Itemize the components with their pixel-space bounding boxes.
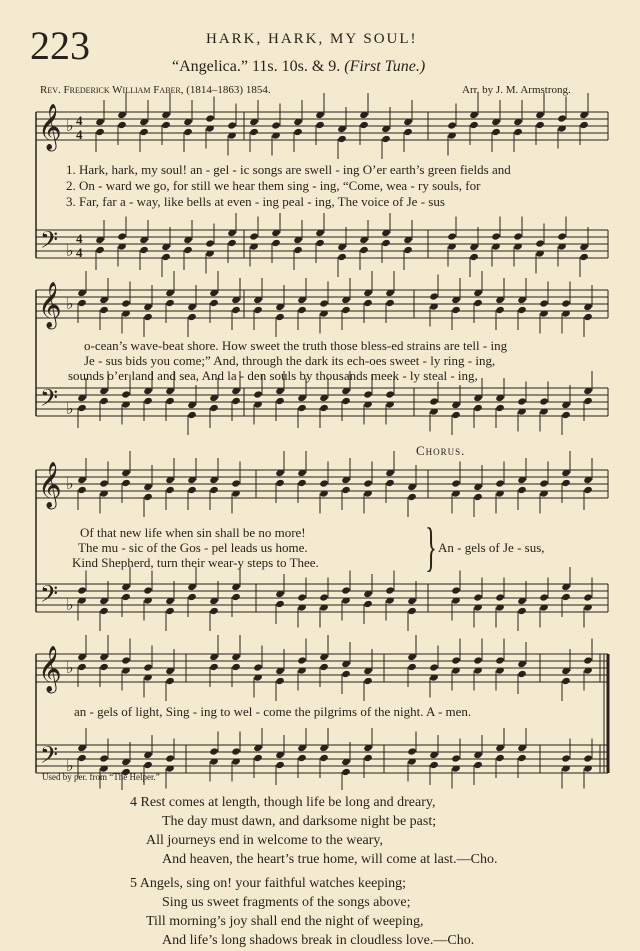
note-head xyxy=(363,600,373,608)
note-head xyxy=(95,246,105,254)
note-head xyxy=(271,239,281,247)
note-head xyxy=(165,397,175,405)
hymn-title: HARK, HARK, MY SOUL! xyxy=(206,31,418,47)
note-head xyxy=(447,232,457,240)
note-head xyxy=(253,754,263,762)
note-head xyxy=(535,239,545,247)
verse-line-3: sounds o’er land and sea, And la - den souls by thousands meek - ly steal - ing, xyxy=(68,368,478,383)
permission-note: Used by per. from “The Helper.” xyxy=(42,772,160,782)
note-head xyxy=(429,761,439,769)
note-head xyxy=(319,754,329,762)
note-head xyxy=(231,663,241,671)
note-head xyxy=(451,586,461,594)
note-head xyxy=(561,754,571,762)
verse-brace: } xyxy=(425,517,437,577)
note-head xyxy=(143,761,153,769)
note-head xyxy=(275,313,285,321)
note-head xyxy=(231,397,241,405)
note-head xyxy=(99,607,109,615)
note-head xyxy=(161,121,171,129)
note-head xyxy=(473,761,483,769)
note-head xyxy=(319,479,329,487)
note-head xyxy=(319,593,329,601)
note-head xyxy=(495,479,505,487)
note-head xyxy=(473,404,483,412)
hymn-number: 223 xyxy=(30,23,90,68)
note-head xyxy=(579,253,589,261)
note-head xyxy=(517,670,527,678)
note-head xyxy=(293,128,303,136)
note-head xyxy=(561,299,571,307)
note-head xyxy=(249,232,259,240)
note-head xyxy=(407,493,417,501)
note-head xyxy=(231,747,241,755)
note-head xyxy=(315,121,325,129)
flat-sign-icon: ♭ xyxy=(66,116,74,135)
note-head xyxy=(121,593,131,601)
note-head xyxy=(469,253,479,261)
note-head xyxy=(231,479,241,487)
note-head xyxy=(117,232,127,240)
note-head xyxy=(143,397,153,405)
note-head xyxy=(227,121,237,129)
stanza-line: And heaven, the heart’s true home, will come at last.—Cho. xyxy=(162,852,498,867)
note-head xyxy=(469,121,479,129)
note-head xyxy=(297,306,307,314)
note-head xyxy=(95,128,105,136)
note-head xyxy=(429,292,439,300)
note-head xyxy=(495,656,505,664)
note-head xyxy=(359,246,369,254)
stanza-line: Till morning’s joy shall end the night of weeping, xyxy=(146,914,424,929)
note-head xyxy=(583,754,593,762)
verse-line-1: Of that new life when sin shall be no more! xyxy=(80,525,306,540)
note-head xyxy=(139,128,149,136)
note-head xyxy=(451,754,461,762)
bass-clef-icon: 𝄢 xyxy=(40,580,59,613)
note-head xyxy=(491,128,501,136)
note-head xyxy=(583,486,593,494)
note-head xyxy=(381,239,391,247)
note-head xyxy=(209,607,219,615)
note-head xyxy=(143,313,153,321)
note-head xyxy=(209,663,219,671)
note-head xyxy=(451,306,461,314)
note-head xyxy=(451,656,461,664)
verse-line-2: The mu - sic of the Gos - pel leads us home. xyxy=(78,540,308,555)
note-head xyxy=(253,390,263,398)
flat-sign-icon: ♭ xyxy=(66,595,74,614)
flat-sign-icon: ♭ xyxy=(66,658,74,677)
note-head xyxy=(473,493,483,501)
note-head xyxy=(513,232,523,240)
time-signature: 4 xyxy=(76,113,83,128)
note-head xyxy=(209,486,219,494)
note-head xyxy=(473,593,483,601)
note-head xyxy=(165,677,175,685)
note-head xyxy=(557,232,567,240)
treble-clef-icon: 𝄞 xyxy=(38,282,62,328)
note-head xyxy=(341,586,351,594)
note-head xyxy=(385,479,395,487)
note-head xyxy=(517,754,527,762)
note-head xyxy=(517,397,527,405)
note-head xyxy=(341,768,351,776)
note-head xyxy=(583,397,593,405)
bass-clef-icon: 𝄢 xyxy=(40,741,59,774)
note-head xyxy=(495,404,505,412)
note-head xyxy=(579,121,589,129)
note-head xyxy=(77,663,87,671)
note-head xyxy=(209,299,219,307)
note-head xyxy=(165,299,175,307)
note-head xyxy=(359,121,369,129)
verse-line-2: Je - sus bids you come;” And, through the dark its ech-oes sweet - ly ring - ing, xyxy=(84,353,496,368)
note-head xyxy=(403,246,413,254)
arranger-credit: Arr. by J. M. Armstrong. xyxy=(462,84,571,96)
note-head xyxy=(205,114,215,122)
note-head xyxy=(161,253,171,261)
author-name: Rev. Frederick William Faber, (1814–1863) 1854. xyxy=(40,84,271,96)
note-head xyxy=(539,479,549,487)
note-head xyxy=(495,754,505,762)
note-head xyxy=(429,663,439,671)
note-head xyxy=(143,493,153,501)
note-head xyxy=(121,390,131,398)
note-head xyxy=(275,677,285,685)
note-head xyxy=(539,299,549,307)
note-head xyxy=(77,754,87,762)
note-head xyxy=(535,121,545,129)
time-signature: 4 xyxy=(76,245,83,260)
note-head xyxy=(403,128,413,136)
note-head xyxy=(319,299,329,307)
note-head xyxy=(275,600,285,608)
note-head xyxy=(451,411,461,419)
note-head xyxy=(209,404,219,412)
note-head xyxy=(253,663,263,671)
tune-note: (First Tune.) xyxy=(344,58,426,75)
bass-clef-icon: 𝄢 xyxy=(40,384,59,417)
verse-line-1: 1. Hark, hark, my soul! an - gel - ic songs are swell - ing O’er earth’s green fields and xyxy=(66,162,511,177)
note-head xyxy=(337,253,347,261)
note-head xyxy=(561,479,571,487)
time-signature: 4 xyxy=(76,231,83,246)
stanza-line: 4 Rest comes at length, though life be long and dreary, xyxy=(130,795,436,810)
note-head xyxy=(293,246,303,254)
note-head xyxy=(381,135,391,143)
note-head xyxy=(227,239,237,247)
verse-line-2: 2. On - ward we go, for still we hear them sing - ing, “Come, wea - ry souls, for xyxy=(66,178,481,193)
note-head xyxy=(297,593,307,601)
note-head xyxy=(539,397,549,405)
treble-clef-icon: 𝄞 xyxy=(38,646,62,692)
treble-clef-icon: 𝄞 xyxy=(38,462,62,508)
note-head xyxy=(539,593,549,601)
note-head xyxy=(451,479,461,487)
note-head xyxy=(117,121,127,129)
note-head xyxy=(315,239,325,247)
note-head xyxy=(297,404,307,412)
note-head xyxy=(341,397,351,405)
note-head xyxy=(143,663,153,671)
flat-sign-icon: ♭ xyxy=(66,474,74,493)
note-head xyxy=(77,586,87,594)
flat-sign-icon: ♭ xyxy=(66,294,74,313)
note-head xyxy=(271,121,281,129)
note-head xyxy=(77,486,87,494)
note-head xyxy=(447,121,457,129)
note-head xyxy=(337,135,347,143)
note-head xyxy=(495,306,505,314)
treble-clef-icon: 𝄞 xyxy=(38,104,62,150)
note-head xyxy=(99,479,109,487)
note-head xyxy=(297,656,307,664)
stanza-line: And life’s long shadows break in cloudless love.—Cho. xyxy=(162,933,475,948)
note-head xyxy=(363,754,373,762)
time-signature: 4 xyxy=(76,127,83,142)
note-head xyxy=(557,114,567,122)
note-head xyxy=(561,677,571,685)
note-head xyxy=(561,411,571,419)
note-head xyxy=(341,486,351,494)
note-head xyxy=(363,299,373,307)
flat-sign-icon: ♭ xyxy=(66,399,74,418)
note-head xyxy=(517,306,527,314)
note-head xyxy=(249,128,259,136)
stanza-line: All journeys end in welcome to the weary, xyxy=(146,833,384,848)
note-head xyxy=(473,299,483,307)
verse-line-1: o-cean’s wave-beat shore. How sweet the truth those bless-ed strains are tell - ing xyxy=(84,338,508,353)
note-head xyxy=(77,404,87,412)
note-head xyxy=(491,232,501,240)
note-head xyxy=(583,313,593,321)
note-head xyxy=(407,607,417,615)
note-head xyxy=(77,299,87,307)
note-head xyxy=(99,306,109,314)
stanza-line: 5 Angels, sing on! your faithful watches keeping; xyxy=(130,876,407,891)
note-head xyxy=(209,747,219,755)
note-head xyxy=(363,479,373,487)
note-head xyxy=(275,397,285,405)
note-head xyxy=(297,479,307,487)
chorus-label: Chorus. xyxy=(416,443,466,458)
note-head xyxy=(583,656,593,664)
flat-sign-icon: ♭ xyxy=(66,241,74,260)
note-head xyxy=(143,586,153,594)
note-head xyxy=(297,754,307,762)
note-head xyxy=(407,747,417,755)
note-head xyxy=(121,299,131,307)
note-head xyxy=(385,586,395,594)
note-head xyxy=(363,677,373,685)
note-head xyxy=(253,306,263,314)
note-head xyxy=(121,656,131,664)
note-head xyxy=(275,479,285,487)
flat-sign-icon: ♭ xyxy=(66,756,74,775)
bass-clef-icon: 𝄢 xyxy=(40,226,59,259)
note-head xyxy=(99,663,109,671)
note-head xyxy=(183,246,193,254)
note-head xyxy=(583,593,593,601)
verse-line-1: an - gels of light, Sing - ing to wel - come the pilgrims of the night. A - men. xyxy=(74,704,472,719)
note-head xyxy=(495,593,505,601)
tune-name: “Angelica.” 11s. 10s. & 9. xyxy=(172,58,341,75)
note-head xyxy=(205,239,215,247)
note-head xyxy=(473,656,483,664)
note-head xyxy=(187,313,197,321)
note-head xyxy=(231,306,241,314)
note-head xyxy=(121,479,131,487)
chorus-text: An - gels of Je - sus, xyxy=(438,540,545,555)
note-head xyxy=(341,306,351,314)
verse-line-3: 3. Far, far a - way, like bells at even - ing peal - ing, The voice of Je - sus xyxy=(66,194,445,209)
note-head xyxy=(165,607,175,615)
note-head xyxy=(513,128,523,136)
note-head xyxy=(517,607,527,615)
note-head xyxy=(407,663,417,671)
note-head xyxy=(363,390,373,398)
note-head xyxy=(187,411,197,419)
note-head xyxy=(385,299,395,307)
note-head xyxy=(429,397,439,405)
note-head xyxy=(517,486,527,494)
verse-line-3: Kind Shepherd, turn their wear-y steps to Thee. xyxy=(72,555,319,570)
note-head xyxy=(341,670,351,678)
note-head xyxy=(165,754,175,762)
note-head xyxy=(183,128,193,136)
note-head xyxy=(385,390,395,398)
note-head xyxy=(187,593,197,601)
stanza-line: The day must dawn, and darksome night be past; xyxy=(162,814,437,829)
note-head xyxy=(231,593,241,601)
note-head xyxy=(319,404,329,412)
note-head xyxy=(165,486,175,494)
stanza-line: Sing us sweet fragments of the songs above; xyxy=(162,895,411,910)
note-head xyxy=(561,593,571,601)
note-head xyxy=(319,663,329,671)
note-head xyxy=(99,754,109,762)
note-head xyxy=(187,486,197,494)
note-head xyxy=(139,246,149,254)
note-head xyxy=(99,397,109,405)
note-head xyxy=(275,761,285,769)
